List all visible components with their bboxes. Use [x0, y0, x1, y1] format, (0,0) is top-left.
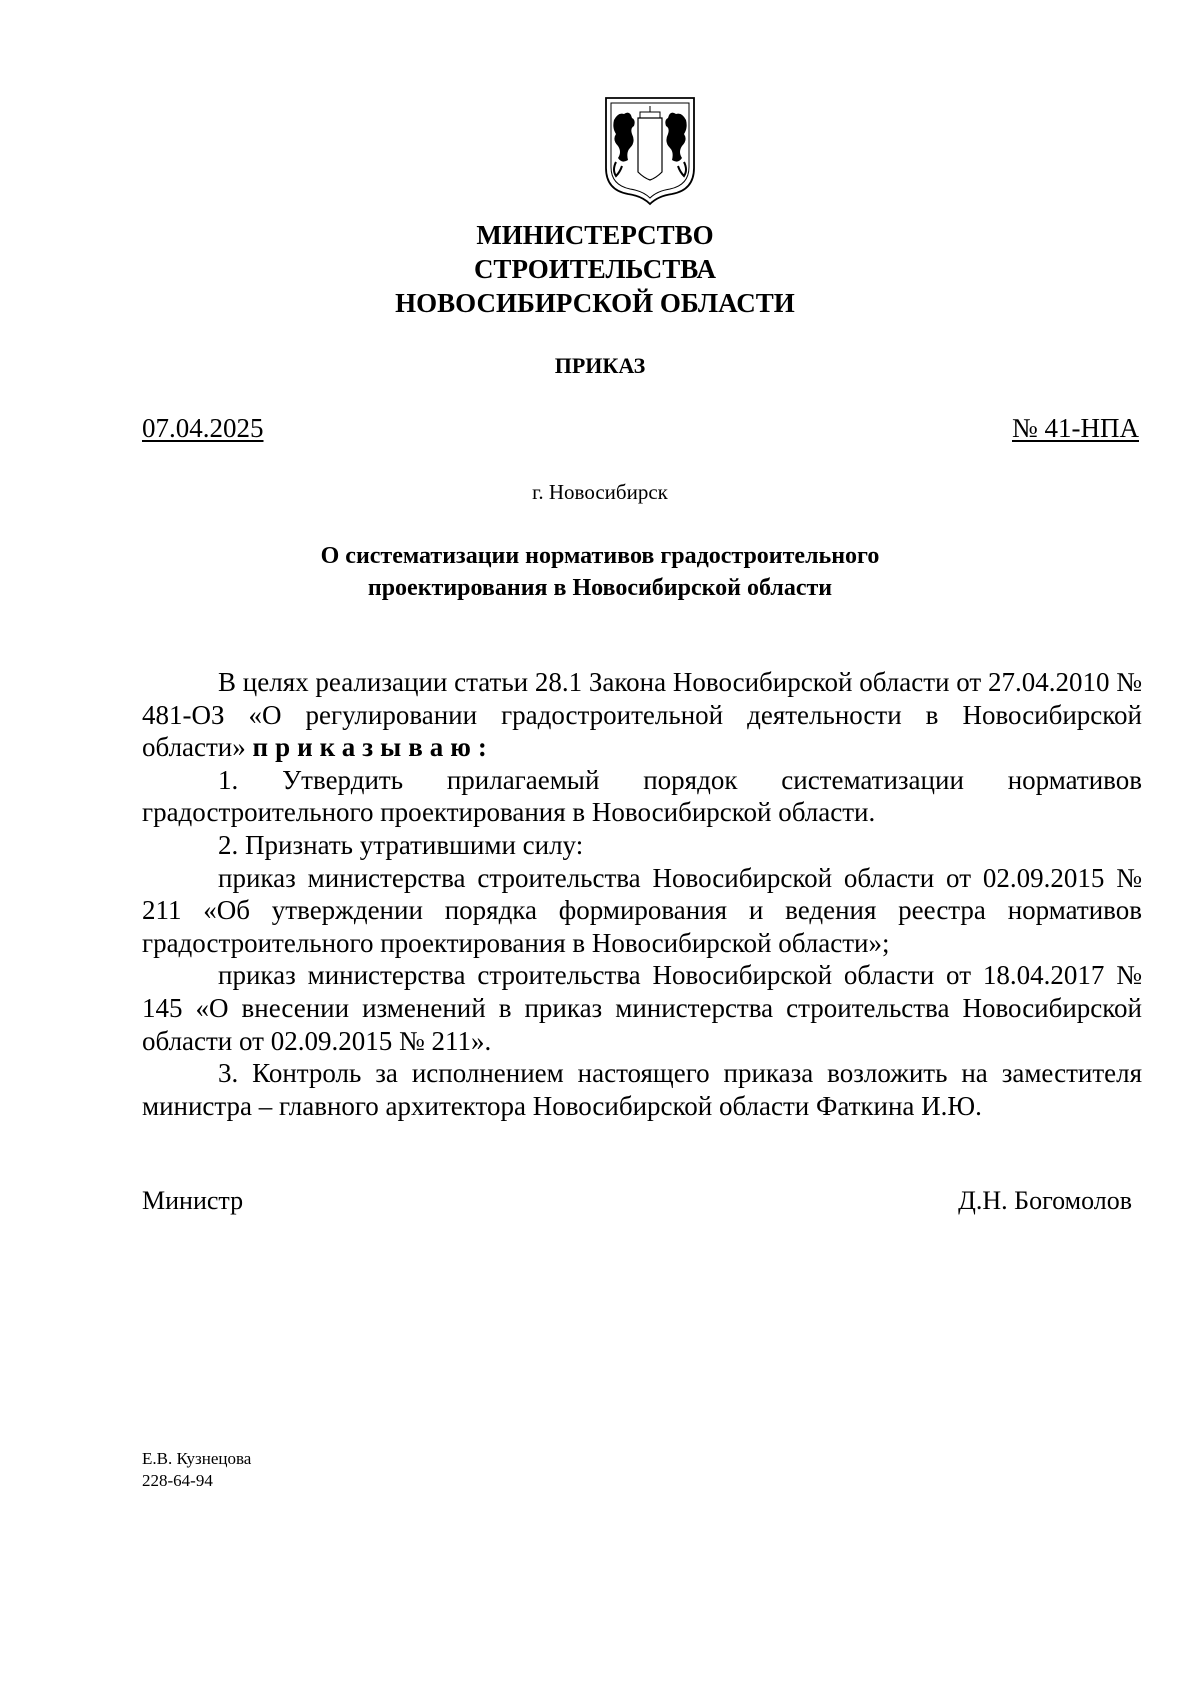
body-item-2: 2. Признать утратившими силу:: [218, 829, 584, 860]
executor-info: [142, 1448, 251, 1492]
body-item-1: 1. Утвердить прилагаемый порядок систематизации нормативов градостроительного проектирования в Новосибирской области.: [142, 764, 1142, 828]
document-date: 07.04.2025: [142, 413, 264, 443]
ministry-name-line-1: МИНИСТЕРСТВО: [476, 220, 714, 250]
coat-of-arms-icon: [600, 90, 700, 210]
body-item-2a: приказ министерства строительства Новосибирской области от 02.09.2015 № 211 «Об утверждении порядка формирования и ведения реестра нормативов градостроительного проектирования в Новосибирской области»;: [142, 862, 1142, 958]
document-type: ПРИКАЗ: [554, 353, 646, 378]
signer-name: Д.Н. Богомолов: [958, 1186, 1132, 1215]
document-title-line-1: О систематизации нормативов градостроительного: [320, 543, 880, 569]
document-title-line-2: проектирования в Новосибирской области: [367, 575, 833, 601]
ministry-name: [0, 218, 1190, 320]
body-item-2b: приказ министерства строительства Новосибирской области от 18.04.2017 № 145 «О внесении изменений в приказ министерства строительства Новосибирской области от 02.09.2015 № 211».: [142, 960, 1142, 1056]
body-item-3: 3. Контроль за исполнением настоящего приказа возложить на заместителя министра – главного архитектора Новосибирской области Фаткина И.Ю.: [142, 1058, 1142, 1121]
document-number: № 41-НПА: [1012, 413, 1139, 443]
body-intro-keyword: приказываю:: [252, 732, 494, 763]
city: г. Новосибирск: [532, 480, 668, 504]
document-body: [142, 666, 1142, 1122]
executor-phone: 228-64-94: [142, 1471, 213, 1490]
body-intro: [142, 666, 1142, 764]
ministry-name-line-3: НОВОСИБИРСКОЙ ОБЛАСТИ: [395, 288, 795, 318]
signer-position: Министр: [142, 1186, 244, 1215]
document-title: [0, 540, 1200, 604]
body-intro-text: В целях реализации статьи 28.1 Закона Новосибирской области от 27.04.2010 № 481-ОЗ «О регулировании градостроительной деятельности в Новосибирской области»: [142, 667, 1142, 763]
executor-name: Е.В. Кузнецова: [142, 1449, 252, 1468]
ministry-name-line-2: СТРОИТЕЛЬСТВА: [473, 254, 717, 284]
